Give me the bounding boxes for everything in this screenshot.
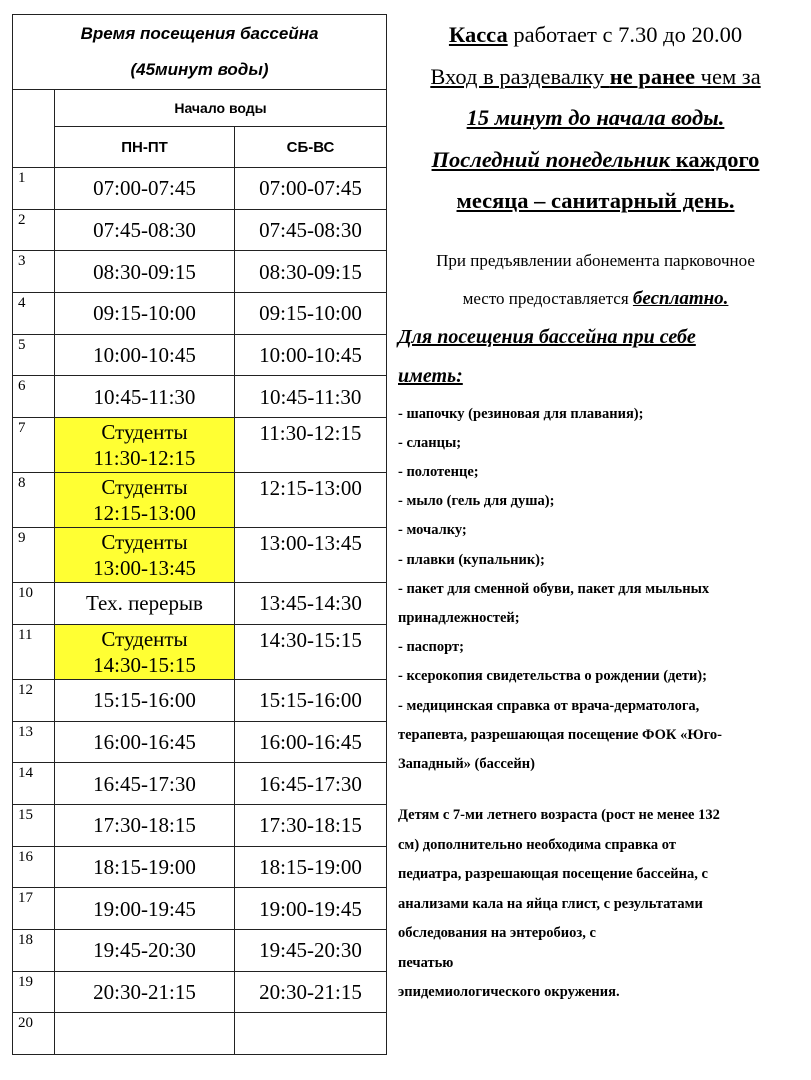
number-header-cell xyxy=(13,90,55,168)
table-row xyxy=(13,763,387,805)
students-slot-cell xyxy=(55,473,235,528)
weekend-time-cell: 15:15-16:00 xyxy=(235,679,387,721)
weekend-time-cell: 19:45-20:30 xyxy=(235,929,387,971)
weekday-time-cell: 10:45-11:30 xyxy=(55,376,235,418)
students-slot-cell xyxy=(55,418,235,473)
table-row xyxy=(13,1013,387,1055)
parking-line2 xyxy=(398,280,793,318)
sanitary-day-b: каждого xyxy=(670,146,760,172)
table-row xyxy=(13,528,387,583)
weekday-time-cell: 19:45-20:30 xyxy=(55,929,235,971)
students-time: 13:00-13:45 xyxy=(93,556,196,581)
row-number: 5 xyxy=(13,334,55,376)
bring-list-item: - мочалку; xyxy=(398,522,467,539)
table-row xyxy=(13,679,387,721)
row-number: 4 xyxy=(13,293,55,335)
cashier-hours-text: работает с 7.30 до 20.00 xyxy=(507,22,743,47)
kids-note-line: педиатра, разрешающая посещение бассейна, с xyxy=(398,866,708,883)
students-label: Студенты xyxy=(101,626,188,651)
weekday-time-cell: 16:45-17:30 xyxy=(55,763,235,805)
students-time: 12:15-13:00 xyxy=(93,501,196,526)
weekend-time-cell: 11:30-12:15 xyxy=(235,418,387,473)
bring-list-item: - мыло (гель для душа); xyxy=(398,493,555,510)
row-number: 12 xyxy=(13,679,55,721)
entry-rule-b: не ранее xyxy=(609,63,696,89)
table-row xyxy=(13,888,387,930)
bring-list-item: - плавки (купальник); xyxy=(398,551,545,568)
bring-heading-line1: Для посещения бассейна при себе xyxy=(398,325,696,348)
bring-list-item: - шапочку (резиновая для плавания); xyxy=(398,405,644,422)
bring-list-item: терапевта, разрешающая посещение ФОК «Юго- xyxy=(398,726,722,743)
table-row xyxy=(13,929,387,971)
weekend-time-cell: 13:45-14:30 xyxy=(235,583,387,625)
weekend-column-header: СБ-ВС xyxy=(235,127,387,168)
weekend-time-cell: 07:45-08:30 xyxy=(235,209,387,251)
table-title xyxy=(13,15,387,90)
weekend-time-cell: 10:45-11:30 xyxy=(235,376,387,418)
students-label: Студенты xyxy=(101,530,188,555)
kids-note-line: анализами кала на яйца глист, с результатами xyxy=(398,895,703,912)
pool-schedule-table xyxy=(12,14,387,1055)
weekend-time-cell: 10:00-10:45 xyxy=(235,334,387,376)
cashier-hours xyxy=(398,14,793,56)
weekday-time-cell: 18:15-19:00 xyxy=(55,846,235,888)
weekday-time-cell: 07:45-08:30 xyxy=(55,209,235,251)
bring-list-item: - полотенце; xyxy=(398,463,479,480)
kids-note-line: эпидемиологического окружения. xyxy=(398,984,620,1001)
weekend-time-cell: 20:30-21:15 xyxy=(235,971,387,1013)
weekend-time-cell: 18:15-19:00 xyxy=(235,846,387,888)
table-title-line2: (45минут воды) xyxy=(130,60,269,79)
row-number: 1 xyxy=(13,168,55,210)
table-row xyxy=(13,583,387,625)
bring-list-item: Западный» (бассейн) xyxy=(398,755,535,772)
entry-rule-c: чем за xyxy=(695,63,761,89)
weekday-time-cell: 07:00-07:45 xyxy=(55,168,235,210)
students-slot-cell xyxy=(55,624,235,679)
students-slot-cell xyxy=(55,528,235,583)
bring-list-item: - медицинская справка от врача-дерматолога, xyxy=(398,697,700,714)
table-row xyxy=(13,334,387,376)
weekend-time-cell: 09:15-10:00 xyxy=(235,293,387,335)
sanitary-day xyxy=(398,139,793,181)
table-row xyxy=(13,209,387,251)
weekend-time-cell: 13:00-13:45 xyxy=(235,528,387,583)
weekend-time-cell: 12:15-13:00 xyxy=(235,473,387,528)
kids-note xyxy=(398,801,793,1008)
water-start-header: Начало воды xyxy=(55,90,387,127)
weekday-time-cell: Тех. перерыв xyxy=(55,583,235,625)
cashier-word: Касса xyxy=(448,22,508,47)
row-number: 18 xyxy=(13,929,55,971)
table-row xyxy=(13,418,387,473)
weekend-time-cell: 19:00-19:45 xyxy=(235,888,387,930)
row-number: 3 xyxy=(13,251,55,293)
weekend-time-cell: 17:30-18:15 xyxy=(235,804,387,846)
kids-note-line: Детям с 7-ми летнего возраста (рост не менее 132 xyxy=(398,807,720,824)
weekday-time-cell: 16:00-16:45 xyxy=(55,721,235,763)
row-number: 19 xyxy=(13,971,55,1013)
weekday-time-cell: 10:00-10:45 xyxy=(55,334,235,376)
row-number: 7 xyxy=(13,418,55,473)
row-number: 8 xyxy=(13,473,55,528)
weekend-time-cell: 16:00-16:45 xyxy=(235,721,387,763)
weekday-time-cell: 08:30-09:15 xyxy=(55,251,235,293)
table-row xyxy=(13,293,387,335)
entry-rule xyxy=(398,56,793,98)
entry-rule-a: Вход в раздевалку xyxy=(430,63,610,89)
students-time: 11:30-12:15 xyxy=(93,446,196,471)
table-row xyxy=(13,251,387,293)
row-number: 16 xyxy=(13,846,55,888)
weekday-time-cell: 19:00-19:45 xyxy=(55,888,235,930)
students-label: Студенты xyxy=(101,420,188,445)
row-number: 15 xyxy=(13,804,55,846)
weekday-time-cell xyxy=(55,1013,235,1055)
bring-list-item: - ксерокопия свидетельства о рождении (дети); xyxy=(398,668,707,685)
weekday-time-cell: 09:15-10:00 xyxy=(55,293,235,335)
table-title-line1: Время посещения бассейна xyxy=(80,24,319,43)
sanitary-day-line2: месяца – санитарный день. xyxy=(456,188,735,213)
row-number: 9 xyxy=(13,528,55,583)
weekday-time-cell: 15:15-16:00 xyxy=(55,679,235,721)
table-row xyxy=(13,376,387,418)
weekday-column-header: ПН-ПТ xyxy=(55,127,235,168)
table-row xyxy=(13,721,387,763)
table-row xyxy=(13,624,387,679)
weekday-time-cell: 17:30-18:15 xyxy=(55,804,235,846)
table-row xyxy=(13,804,387,846)
row-number: 14 xyxy=(13,763,55,805)
parking-line1: При предъявлении абонемента парковочное xyxy=(436,250,755,270)
row-number: 13 xyxy=(13,721,55,763)
parking-text: место предоставляется xyxy=(462,288,633,308)
students-label: Студенты xyxy=(101,475,188,500)
row-number: 10 xyxy=(13,583,55,625)
bring-list xyxy=(398,400,793,780)
weekday-time-cell: 20:30-21:15 xyxy=(55,971,235,1013)
sanitary-day-a: Последний понедельник xyxy=(431,146,671,172)
bring-list-item: - пакет для сменной обуви, пакет для мыльных xyxy=(398,580,710,597)
bring-list-item: - паспорт; xyxy=(398,639,464,656)
info-panel xyxy=(398,14,793,1008)
row-number: 17 xyxy=(13,888,55,930)
row-number: 11 xyxy=(13,624,55,679)
kids-note-line: см) дополнительно необходима справка от xyxy=(398,836,676,853)
bring-heading-line2: иметь: xyxy=(398,364,463,387)
entry-rule-line2: 15 минут до начала воды. xyxy=(466,105,725,130)
kids-note-line: печатью xyxy=(398,954,454,971)
weekend-time-cell: 07:00-07:45 xyxy=(235,168,387,210)
row-number: 2 xyxy=(13,209,55,251)
table-row xyxy=(13,168,387,210)
table-row xyxy=(13,971,387,1013)
row-number: 6 xyxy=(13,376,55,418)
weekend-time-cell: 16:45-17:30 xyxy=(235,763,387,805)
row-number: 20 xyxy=(13,1013,55,1055)
weekend-time-cell: 14:30-15:15 xyxy=(235,624,387,679)
table-row xyxy=(13,846,387,888)
weekend-time-cell: 08:30-09:15 xyxy=(235,251,387,293)
weekend-time-cell xyxy=(235,1013,387,1055)
bring-list-item: принадлежностей; xyxy=(398,609,520,626)
parking-free: бесплатно. xyxy=(632,287,729,309)
table-row xyxy=(13,473,387,528)
kids-note-line: обследования на энтеробиоз, с xyxy=(398,925,596,942)
bring-list-item: - сланцы; xyxy=(398,434,462,451)
students-time: 14:30-15:15 xyxy=(93,652,196,677)
